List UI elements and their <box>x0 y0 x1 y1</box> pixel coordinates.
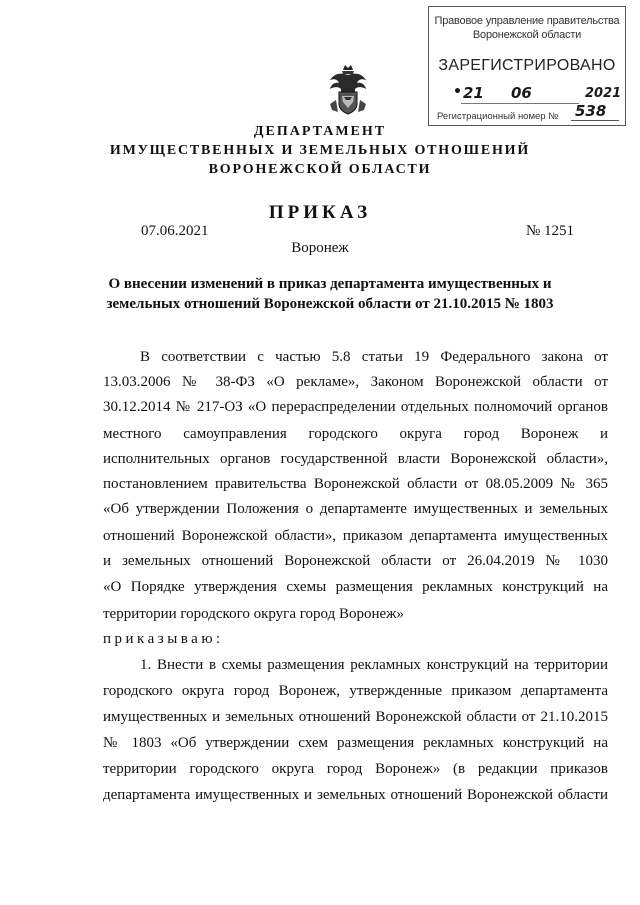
department-name-line1: ДЕПАРТАМЕНТ <box>253 124 387 139</box>
stamp-authority-line2: Воронежской области <box>472 29 582 41</box>
stamp-registered-label: ЗАРЕГИСТРИРОВАНО <box>438 57 616 74</box>
department-name-line3: ВОРОНЕЖСКОЙ ОБЛАСТИ <box>208 162 432 177</box>
order-subject-line2: земельных отношений Воронежской области от 21.10.2015 № 1803 <box>106 296 554 312</box>
order-number: № 1251 <box>526 223 575 239</box>
body-line: «О Порядке утверждения схемы размещения рекламных конструкций на <box>103 579 608 595</box>
stamp-date <box>453 84 623 104</box>
body-line: «Об утверждении Положения о департаменте имущественных и земельных <box>103 501 608 517</box>
stamp-date-underline <box>461 103 579 104</box>
body-line: постановлением правительства Воронежской области от 08.05.2009 № 365 <box>103 476 608 492</box>
stamp-regnum-label: Регистрационный номер № <box>437 111 559 122</box>
body-line: территории городского округа город Воронеж» <box>103 606 405 622</box>
order-city: Воронеж <box>291 240 349 256</box>
stamp-regnum-value: 538 <box>575 102 607 120</box>
stamp-regnum <box>571 102 619 121</box>
body-line: и земельных отношений Воронежской области от 26.04.2019 № 1030 <box>103 553 608 569</box>
stamp-date-year: 2021 <box>585 86 622 101</box>
stamp-date-month: 06 <box>511 84 532 102</box>
body-line: отношений Воронежской области», приказом департамента имущественных <box>103 528 608 544</box>
body-line: № 1803 «Об утверждении схем размещения рекламных конструкций на <box>103 735 608 751</box>
body-line: 13.03.2006 № 38-ФЗ «О рекламе», Законом Воронежской области от <box>103 374 608 390</box>
order-directive-word: приказываю: <box>103 631 224 647</box>
order-date: 07.06.2021 <box>141 223 209 239</box>
body-line: департамента имущественных и земельных отношений Воронежской области <box>103 787 608 803</box>
body-line: исполнительных органов государственной власти Воронежской области», <box>103 451 608 467</box>
body-line: имущественных и земельных отношений Воронежской области от 21.10.2015 <box>103 709 608 725</box>
body-line: В соответствии с частью 5.8 статьи 19 Федерального закона от <box>140 349 608 365</box>
body-line: местного самоуправления городского округа город Воронеж и <box>103 426 608 442</box>
registration-stamp <box>428 6 626 126</box>
stamp-authority-line1: Правовое управление правительства <box>434 15 620 27</box>
body-line: городского округа город Воронеж, утвержденные приказом департамента <box>103 683 608 699</box>
stamp-date-dot: • <box>453 84 462 100</box>
stamp-date-day: 21 <box>463 84 484 102</box>
order-subject-line1: О внесении изменений в приказ департамента имущественных и <box>108 276 552 292</box>
body-line: территории городского округа город Воронеж» (в редакции приказов <box>103 761 608 777</box>
department-name-line2: ИМУЩЕСТВЕННЫХ И ЗЕМЕЛЬНЫХ ОТНОШЕНИЙ <box>109 143 531 158</box>
document-type-title: ПРИКАЗ <box>268 202 372 223</box>
coat-of-arms-icon <box>326 64 370 116</box>
body-line: 30.12.2014 № 217-ОЗ «О перераспределении отдельных полномочий органов <box>103 399 608 415</box>
body-line: 1. Внести в схемы размещения рекламных конструкций на территории <box>140 657 608 673</box>
